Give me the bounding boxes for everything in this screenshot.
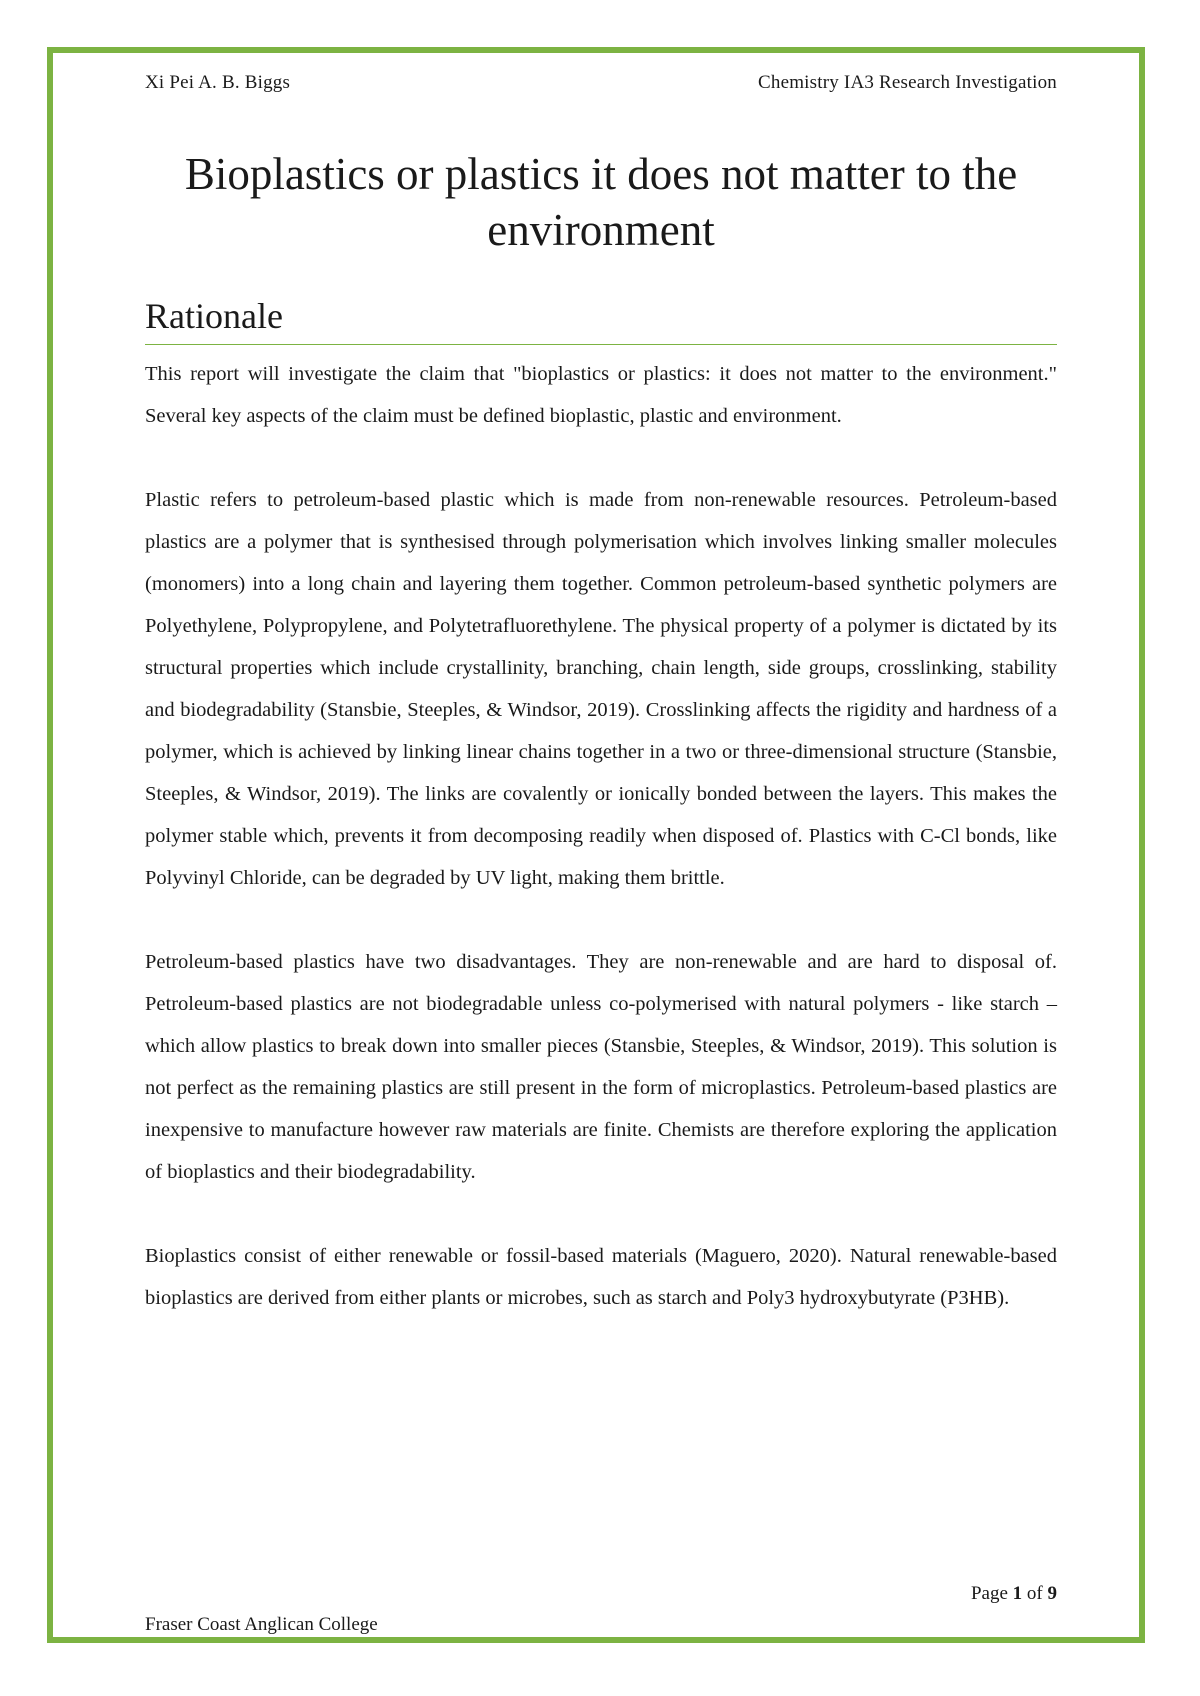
header-course: Chemistry IA3 Research Investigation — [758, 72, 1057, 93]
paragraph: Petroleum-based plastics have two disadvantages. They are non-renewable and are hard to disposal of. Petroleum-based plastics are not biodegradable unless co-polymerised with natural polymers - like starch – which allow plastics to break down into smaller pieces (Stansbie, Steeples, & Windsor, 2019). This solution is not perfect as the remaining plastics are still present in the form of microplastics. Petroleum-based plastics are inexpensive to manufacture however raw materials are finite. Chemists are therefore exploring the application of bioplastics and their biodegradability. — [145, 951, 1057, 1183]
footer-college: Fraser Coast Anglican College — [145, 1614, 378, 1635]
body-text — [145, 353, 1057, 1361]
page-label: Page — [970, 1583, 1008, 1604]
page-of: of — [1026, 1583, 1043, 1604]
section-heading-rationale: Rationale — [145, 294, 1057, 345]
page-total: 9 — [1047, 1583, 1057, 1604]
header-author: Xi Pei A. B. Biggs — [145, 72, 291, 93]
paragraph: Plastic refers to petroleum-based plastic which is made from non-renewable resources. Petroleum-based plastics are a polymer that is synthesised through polymerisation which involves linking smaller molecules (monomers) into a long chain and layering them together. Common petroleum-based synthetic polymers are Polyethylene, Polypropylene, and Polytetrafluorethylene. The physical property of a polymer is dictated by its structural properties which include crystallinity, branching, chain length, side groups, crosslinking, stability and biodegradability (Stansbie, Steeples, & Windsor, 2019). Crosslinking affects the rigidity and hardness of a polymer, which is achieved by linking linear chains together in a two or three-dimensional structure (Stansbie, Steeples, & Windsor, 2019). The links are covalently or ionically bonded between the layers. This makes the polymer stable which, prevents it from decomposing readily when disposed of. Plastics with C-Cl bonds, like Polyvinyl Chloride, can be degraded by UV light, making them brittle. — [145, 489, 1057, 889]
page-current: 1 — [1012, 1583, 1023, 1604]
page-number — [971, 1583, 1057, 1605]
paragraph: This report will investigate the claim that "bioplastics or plastics: it does not matter to the environment." Several key aspects of the claim must be defined bioplastic, plastic and environment. — [145, 363, 1057, 427]
paragraph: Bioplastics consist of either renewable or fossil-based materials (Maguero, 2020). Natural renewable-based bioplastics are derived from either plants or microbes, such as starch and Poly3 hydroxybutyrate (P3HB). — [145, 1245, 1057, 1309]
page-title: Bioplastics or plastics it does not matter to the environment — [184, 149, 1018, 255]
